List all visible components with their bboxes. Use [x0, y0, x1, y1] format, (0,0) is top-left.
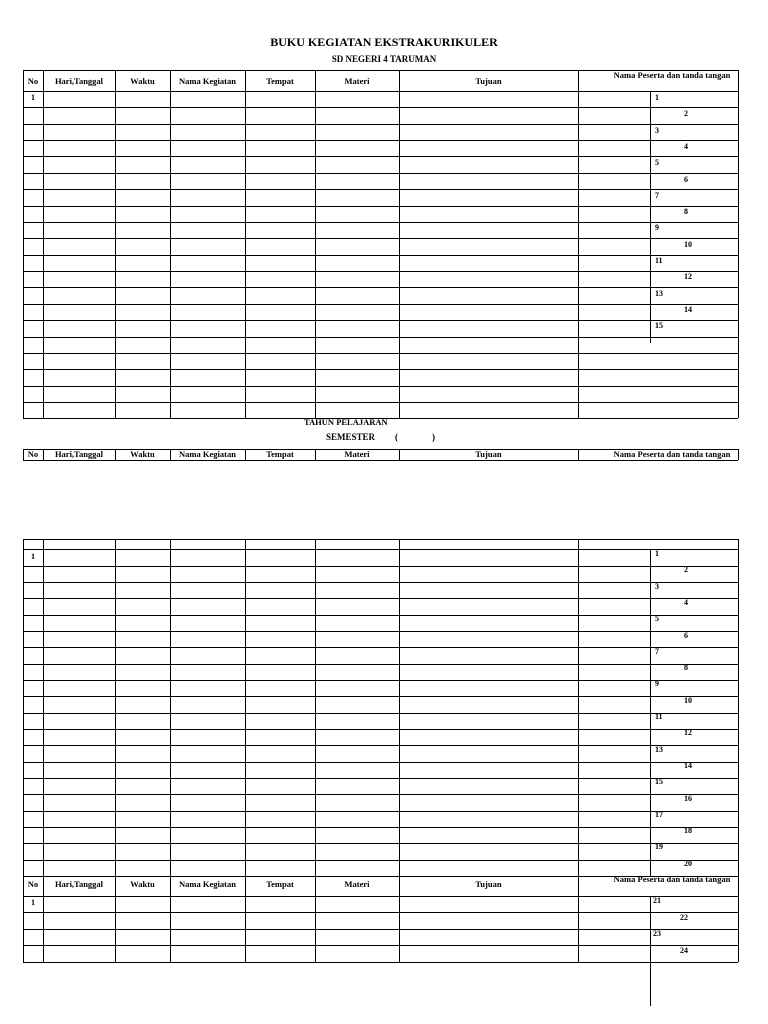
table-column-line [43, 70, 44, 418]
participant-number: 9 [655, 679, 659, 689]
table-column-line [399, 876, 400, 962]
participant-number: 3 [655, 125, 659, 135]
table-column-line [315, 876, 316, 962]
table-row-line [23, 189, 738, 190]
participant-number: 10 [684, 239, 692, 249]
column-header: Tempat [266, 879, 294, 889]
table-row-line [23, 418, 738, 419]
table-row-line [23, 549, 738, 550]
table-column-line [650, 896, 651, 1006]
table-column-line [43, 539, 44, 876]
column-header: Tujuan [475, 449, 502, 459]
participant-number: 7 [655, 190, 659, 200]
table-row-line [23, 615, 738, 616]
table-row-line [23, 271, 738, 272]
column-header: Tempat [266, 76, 294, 86]
column-header: Waktu [130, 449, 155, 459]
table-column-line [245, 539, 246, 876]
table-row-line [23, 929, 738, 930]
participant-number: 4 [684, 597, 688, 607]
table-column-line [115, 539, 116, 876]
table-row-line [23, 287, 738, 288]
table-column-line [738, 876, 739, 962]
table-row-line [23, 778, 738, 779]
row-number: 1 [31, 93, 35, 102]
table-column-line [578, 70, 579, 418]
table-row-line [23, 255, 738, 256]
table-column-line [650, 549, 651, 876]
column-header: Nama Peserta dan tanda tangan [613, 449, 731, 459]
participant-number: 21 [653, 896, 661, 905]
column-header: Tujuan [475, 76, 502, 86]
table-row-line [23, 304, 738, 305]
participant-number: 8 [684, 207, 688, 217]
column-header: Nama Kegiatan [179, 449, 236, 459]
table-row-line [23, 353, 738, 354]
participant-number: 2 [684, 109, 688, 119]
participant-number: 15 [655, 777, 663, 787]
table-row-line [23, 827, 738, 828]
participant-number: 8 [684, 663, 688, 673]
semester-open-paren: ( [395, 432, 398, 442]
participant-number: 17 [655, 809, 663, 819]
column-header: Nama Kegiatan [179, 879, 236, 889]
table-row-line [23, 745, 738, 746]
table-row-line [23, 860, 738, 861]
column-header: No [27, 76, 39, 86]
participant-number: 7 [655, 646, 659, 656]
participant-number: 11 [655, 712, 663, 721]
participant-number: 9 [655, 223, 659, 233]
participant-number: 12 [684, 728, 692, 738]
table-row-line [23, 539, 738, 540]
table-row-line [23, 320, 738, 321]
participant-number: 14 [684, 760, 692, 770]
table-row-line [23, 713, 738, 714]
column-header: Tempat [266, 449, 294, 459]
table-column-line [23, 539, 24, 876]
table-column-line [170, 539, 171, 876]
table-column-line [43, 876, 44, 962]
table-row-line [23, 811, 738, 812]
table-row-line [23, 896, 738, 897]
table-row-line [23, 173, 738, 174]
table-row-line [23, 631, 738, 632]
table-row-line [23, 664, 738, 665]
participant-number: 6 [684, 174, 688, 184]
table-column-line [170, 70, 171, 418]
column-header: Hari,Tanggal [54, 76, 104, 86]
semester-label: SEMESTER [326, 432, 376, 442]
table-row-line [23, 386, 738, 387]
table-column-line [650, 91, 651, 343]
table-row-line [23, 238, 738, 239]
table-row-line [23, 222, 738, 223]
table-column-line [115, 70, 116, 418]
table-row-line [23, 402, 738, 403]
table-row-line [23, 680, 738, 681]
table-row-line [23, 91, 738, 92]
table-row-line [23, 945, 738, 946]
column-header: Materi [344, 879, 370, 889]
column-header: Nama Peserta dan tanda tangan [613, 874, 731, 884]
table-row-line [23, 962, 738, 963]
table-column-line [23, 876, 24, 962]
tahun-pelajaran-label: TAHUN PELAJARAN [304, 417, 388, 427]
column-header: No [27, 449, 39, 459]
table-column-line [738, 70, 739, 418]
participant-number: 24 [680, 945, 688, 955]
column-header: No [27, 879, 39, 889]
participant-number: 22 [680, 912, 688, 922]
column-header: Waktu [130, 879, 155, 889]
table-column-line [578, 449, 579, 460]
column-header: Materi [344, 76, 370, 86]
table-column-line [399, 539, 400, 876]
table-row-line [23, 598, 738, 599]
participant-number: 1 [655, 93, 659, 102]
participant-number: 19 [655, 842, 663, 852]
participant-number: 15 [655, 321, 663, 331]
table-row-line [23, 729, 738, 730]
table-column-line [115, 876, 116, 962]
participant-number: 13 [655, 288, 663, 298]
table-column-line [315, 70, 316, 418]
participant-number: 20 [684, 858, 692, 868]
participant-number: 23 [653, 929, 661, 938]
table-row-line [23, 107, 738, 108]
table-row-line [23, 460, 738, 461]
participant-number: 13 [655, 744, 663, 754]
table-column-line [578, 876, 579, 962]
table-column-line [315, 539, 316, 876]
table-row-line [23, 156, 738, 157]
column-header: Nama Kegiatan [179, 76, 236, 86]
table-row-line [23, 696, 738, 697]
table-row-line [23, 647, 738, 648]
table-row-line [23, 566, 738, 567]
column-header: Tujuan [475, 879, 502, 889]
table-row-line [23, 140, 738, 141]
column-header: Nama Peserta dan tanda tangan [613, 70, 731, 80]
table-column-line [578, 539, 579, 876]
semester-close-paren: ) [432, 432, 435, 442]
row-number: 1 [31, 898, 35, 907]
participant-number: 10 [684, 695, 692, 705]
participant-number: 2 [684, 565, 688, 575]
school-name: SD NEGERI 4 TARUMAN [331, 54, 437, 64]
column-header: Materi [344, 449, 370, 459]
participant-number: 14 [684, 304, 692, 314]
participant-number: 4 [684, 141, 688, 151]
participant-number: 3 [655, 581, 659, 591]
participant-number: 5 [655, 614, 659, 624]
participant-number: 1 [655, 549, 659, 558]
participant-number: 12 [684, 272, 692, 282]
table-row-line [23, 794, 738, 795]
table-column-line [170, 876, 171, 962]
table-row-line [23, 762, 738, 763]
table-column-line [738, 539, 739, 876]
table-column-line [245, 70, 246, 418]
table-column-line [245, 876, 246, 962]
participant-number: 11 [655, 256, 663, 265]
table-row-line [23, 843, 738, 844]
table-row-line [23, 124, 738, 125]
column-header: Waktu [130, 76, 155, 86]
participant-number: 16 [684, 793, 692, 803]
participant-number: 6 [684, 630, 688, 640]
participant-number: 18 [684, 826, 692, 836]
column-header: Hari,Tanggal [54, 449, 104, 459]
column-header: Hari,Tanggal [54, 879, 104, 889]
participant-number: 5 [655, 158, 659, 168]
table-row-line [23, 912, 738, 913]
table-row-line [23, 206, 738, 207]
row-number: 1 [31, 552, 35, 561]
table-row-line [23, 369, 738, 370]
table-row-line [23, 582, 738, 583]
table-row-line [23, 337, 738, 338]
table-column-line [23, 70, 24, 418]
table-column-line [399, 70, 400, 418]
document-title: BUKU KEGIATAN EKSTRAKURIKULER [270, 35, 498, 49]
